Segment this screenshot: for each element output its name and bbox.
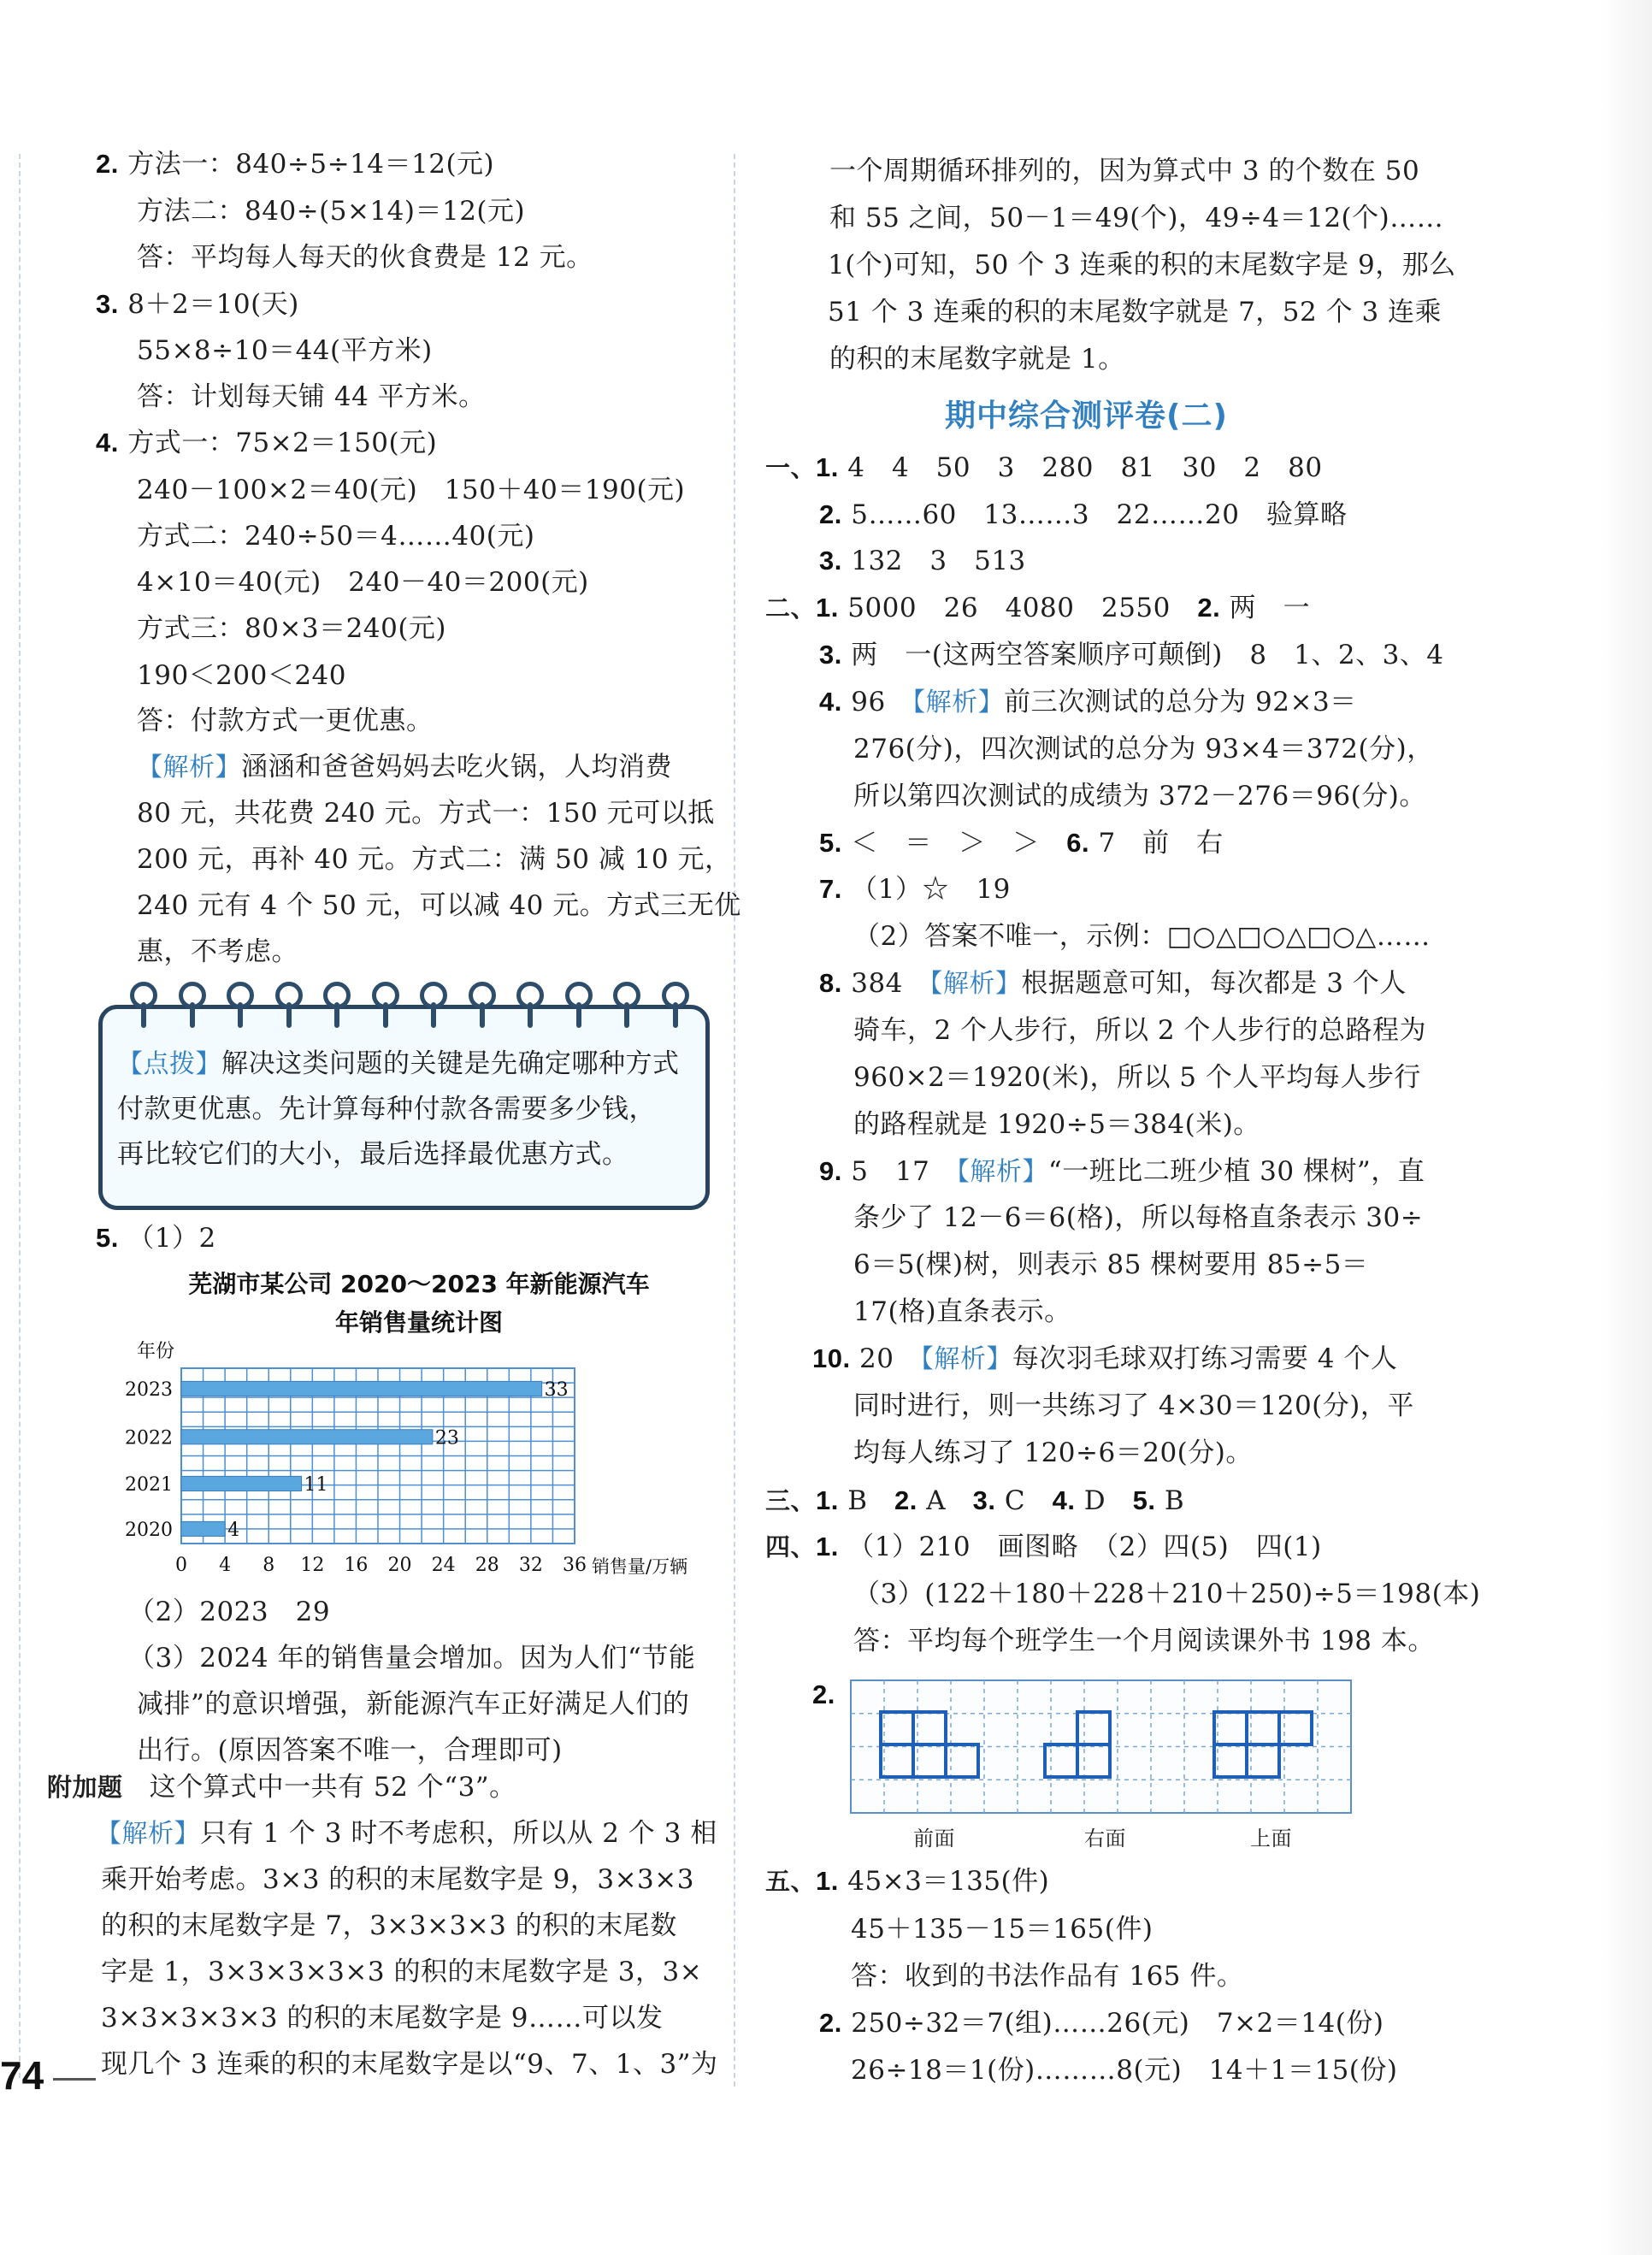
answer-text: （1）☆ 19 [851,874,1011,905]
answer-line [765,451,1323,485]
answer-text: 17(格)直条表示。 [853,1296,1071,1327]
answer-line [819,872,1011,906]
answer-line [853,1107,1260,1142]
tip-line-3: 再比较它们的大小，最后选择最优惠方式。 [117,1139,629,1170]
left-line [137,240,593,274]
answer-line [765,1530,1322,1564]
line-text: 只有 1 个 3 时不考虑积，所以从 2 个 3 相 [200,1818,717,1849]
answer-text: 20 [858,1343,921,1374]
bonus-analysis-line [101,2047,718,2081]
bar-2021 [181,1476,302,1491]
line-text: 字是 1，3×3×3×3×3 的积的末尾数字是 3，3× [101,1957,703,1987]
x-tick-label: 16 [344,1555,369,1576]
category-label: 2022 [125,1427,173,1449]
line-text: 方式三：80×3＝240(元) [137,613,447,644]
line-text: 方法一：840÷5÷14＝12(元) [127,149,495,180]
answer-text: 所以第四次测试的成绩为 372－276＝96(分)。 [853,781,1426,812]
answer-text: “一班比二班少植 30 棵树”，直 [1047,1156,1425,1187]
x-axis-label: 销售量/万辆 [592,1556,688,1577]
binder-ring-stem [286,1002,292,1028]
line-text: 答：付款方式一更优惠。 [137,705,434,736]
answer-text: 5……60 13……3 22……20 验算略 [851,499,1348,530]
question-number: 2. [894,1485,917,1515]
x-tick-label: 28 [475,1555,499,1576]
answer-text: 6＝5(棵)树，则表示 85 棵树要用 85÷5＝ [853,1249,1369,1280]
question-number: 8. [819,968,842,998]
left-line [137,750,672,785]
answer-line [819,498,1347,532]
question-number: 4. [1052,1485,1076,1515]
continuation-line: 51 个 3 连乘的积的末尾数字就是 7，52 个 3 连乘 [828,297,1443,328]
binder-ring-stem [334,1002,339,1028]
left-line [137,194,525,228]
answer-text: 根据题意可知，每次都是 3 个人 [1021,968,1407,999]
bonus-analysis-line [101,1909,677,1943]
question-number: 3. [972,1485,996,1515]
answer-text: B [1164,1485,1185,1516]
data-label: 33 [544,1378,569,1401]
question-number: 9. [819,1156,842,1186]
answer-text: B [847,1485,895,1516]
y-axis-label: 年份 [137,1341,175,1362]
bar-2023 [181,1381,542,1396]
q5-part1: （1）2 [127,1223,216,1254]
category-label: 2021 [125,1473,173,1496]
line-text: 8＋2＝10(天) [127,289,299,320]
answer-line [851,2053,1398,2087]
answer-line [853,1201,1423,1235]
answer-text: 每次羽毛球双打练习需要 4 个人 [1012,1343,1398,1374]
line-text: 惠，不考虑。 [137,936,298,967]
answer-line [853,779,1426,813]
question-number: 2. [1197,593,1221,623]
answer-line [812,1342,1397,1377]
answer-line [853,1060,1421,1095]
question-number: 1. [816,1866,839,1896]
tip-line-2: 付款更优惠。先计算每种付款各需要多少钱， [117,1094,656,1125]
line-text: 80 元，共花费 240 元。方式一：150 元可以抵 [137,798,715,829]
continuation-line: 的积的末尾数字就是 1。 [829,344,1125,375]
x-tick-label: 32 [518,1555,543,1576]
line-text: 方式一：75×2＝150(元) [127,428,438,458]
answer-line [765,1864,1049,1898]
answer-line [819,2006,1384,2040]
left-line [137,565,589,599]
line-text: 乘开始考虑。3×3 的积的末尾数字是 9，3×3×3 [101,1864,694,1895]
question-number: 5. [1132,1485,1156,1515]
category-label: 2023 [125,1378,173,1401]
question-number: 7. [819,874,842,904]
answer-line [851,1959,1243,1993]
left-line [96,426,437,460]
q5-answer-line: 减排”的意识增强，新能源汽车正好满足人们的 [137,1689,690,1720]
bonus-text: 这个算式中一共有 52 个“3”。 [149,1772,516,1803]
answer-line [853,1248,1368,1282]
left-line [137,658,346,693]
answer-text: 同时进行，则一共练习了 4×30＝120(分)，平 [853,1390,1414,1421]
answer-text: 条少了 12－6＝6(格)，所以每格直条表示 30÷ [853,1202,1424,1233]
question-number: 4. [96,428,119,457]
page-number: 74 [0,2053,44,2098]
category-label: 2020 [125,1519,173,1541]
answer-text: 5000 26 4080 2550 [847,593,1198,623]
question-number: 2. [819,2008,842,2038]
question-number: 1. [816,593,839,623]
q5-answer-line: 出行。(原因答案不唯一，合理即可) [137,1735,563,1766]
answer-text: 384 [851,968,930,999]
line-text: 190＜200＜240 [137,660,347,691]
answer-text: 前三次测试的总分为 92×3＝ [1004,687,1357,717]
answer-text: 26÷18＝1(份)………8(元) 14＋1＝15(份) [851,2055,1398,2086]
left-line [137,519,534,553]
left-line [137,704,434,738]
answer-line [853,919,1431,953]
answer-text: A [926,1485,973,1516]
binder-ring-stem [480,1002,485,1028]
line-text: 现几个 3 连乘的积的末尾数字是以“9、7、1、3”为 [101,2049,718,2080]
line-text: 答：计划每天铺 44 平方米。 [137,381,486,412]
bar-2020 [181,1521,225,1536]
page-edge-shade [1601,0,1652,2255]
sales-bar-chart [120,1338,735,1586]
question-number: 6. [1066,828,1090,858]
question-number: 10. [812,1343,851,1373]
data-label: 4 [227,1519,240,1541]
answer-line [853,1577,1480,1611]
answer-text: 250÷32＝7(组)……26(元) 7×2＝14(份) [851,2008,1384,2039]
data-label: 11 [304,1473,328,1496]
line-text: 方式二：240÷50＝4……40(元) [137,521,535,552]
question-number: 3. [819,546,842,576]
left-line [137,611,446,646]
section-prefix: 五、 [765,1867,817,1896]
answer-line [819,826,1224,860]
line-text: 240－100×2＝40(元) 150＋40＝190(元) [137,475,686,505]
left-line [96,287,299,322]
q4-2-number: 2. [812,1679,835,1709]
q5-answer-line: （2）2023 29 [128,1597,331,1627]
answer-text: 均每人练习了 120÷6＝20(分)。 [853,1437,1253,1468]
answer-line [853,1295,1071,1329]
answer-text: ＜ ＝ ＞ ＞ [851,828,1067,859]
left-line [96,147,494,181]
answer-line [765,1484,1184,1518]
q5-answer-line: （3）2024 年的销售量会增加。因为人们“节能 [128,1643,696,1674]
analysis-tag: 【解析】 [96,1819,200,1849]
answer-text: 两 一(这两空答案顺序可颠倒) 8 1、2、3、4 [851,640,1444,670]
chart-title: 芜湖市某公司 2020～2023 年新能源汽车 [188,1270,650,1298]
binder-ring-stem [238,1002,243,1028]
line-text: 240 元有 4 个 50 元，可以减 40 元。方式三无优 [137,890,741,921]
question-number: 1. [816,452,839,482]
question-number: 3. [96,289,119,319]
left-line [137,380,486,414]
analysis-tag: 【解析】 [137,753,241,782]
analysis-tag: 【解析】 [929,969,1022,999]
answer-line [819,638,1444,672]
bonus-analysis-line [101,2001,663,2035]
binder-ring-stem [576,1002,581,1028]
view-label: 右面 [1084,1827,1126,1851]
answer-text: 5 17 [851,1156,957,1187]
answer-line [851,1912,1153,1946]
answer-text: 两 一 [1229,593,1311,623]
binder-ring-stem [431,1002,436,1028]
left-line [137,888,741,923]
section-title: 期中综合测评卷(二) [945,398,1228,434]
bonus-analysis-line [96,1816,717,1851]
question-number: 1. [816,1485,839,1515]
data-label: 23 [434,1427,459,1449]
x-tick-label: 8 [263,1555,275,1576]
answer-text: 4 4 50 3 280 81 30 2 80 [847,452,1323,483]
answer-line [853,1013,1426,1048]
left-line [137,473,685,507]
binder-ring-stem [673,1002,678,1028]
bonus-label: 附加题 [47,1773,123,1802]
answer-line [819,544,1026,578]
answer-line [853,1624,1435,1658]
answer-text: 答：收到的书法作品有 165 件。 [851,1961,1244,1992]
q5-line [96,1221,216,1255]
answer-line [853,1436,1253,1470]
question-number: 1. [816,1532,839,1561]
question-number: 2. [96,149,119,179]
binder-ring-stem [141,1002,146,1028]
x-tick-label: 0 [175,1555,187,1576]
x-tick-label: 20 [387,1555,412,1576]
bar-2022 [181,1430,433,1444]
answer-text: 960×2＝1920(米)，所以 5 个人平均每人步行 [853,1062,1421,1093]
question-number: 3. [819,640,842,670]
center-divider [734,154,735,2087]
bonus-analysis-line [101,1955,702,1989]
binder-ring-stem [528,1002,533,1028]
answer-text: 45＋135－15＝165(件) [851,1914,1153,1945]
bonus-analysis-line [101,1862,694,1897]
tip-line-1: 【点拨】解决这类问题的关键是先确定哪种方式 [117,1048,680,1079]
answer-text: 132 3 513 [851,546,1026,576]
answer-text: 骑车，2 个人步行，所以 2 个人步行的总路程为 [853,1015,1427,1046]
answer-text: 276(分)，四次测试的总分为 93×4＝372(分)， [853,734,1434,764]
left-line [137,935,298,969]
line-text: 答：平均每人每天的伙食费是 12 元。 [137,242,593,273]
left-line [137,842,732,877]
left-margin-rule [19,154,21,2078]
answer-text: 96 [851,687,913,717]
left-line [137,334,433,368]
x-tick-label: 36 [563,1555,587,1576]
answer-text: D [1083,1485,1133,1516]
section-prefix: 四、 [765,1532,817,1561]
answer-line [819,1154,1425,1189]
answer-text: （1）210 画图略 （2）四(5) 四(1) [847,1532,1322,1562]
answer-text: 7 前 右 [1098,828,1224,859]
answer-text: （2）答案不唯一，示例：□○△□○△□○△…… [853,921,1431,952]
page-number-rule [53,2078,96,2081]
tip-tag: 【点拨】 [117,1049,221,1079]
bonus-line [47,1770,516,1804]
answer-line [765,591,1310,625]
binder-ring-stem [624,1002,629,1028]
left-line [137,796,715,830]
x-tick-label: 4 [219,1555,232,1576]
section-prefix: 一、 [765,453,817,482]
section-prefix: 三、 [765,1486,817,1515]
continuation-line: 1(个)可知，50 个 3 连乘的积的末尾数字是 9，那么 [828,250,1456,280]
q5-number: 5. [96,1223,119,1253]
line-text: 200 元，再补 40 元。方式二：满 50 减 10 元， [137,844,732,875]
answer-text: 答：平均每个班学生一个月阅读课外书 198 本。 [853,1626,1435,1656]
view-label: 上面 [1250,1827,1292,1851]
x-tick-label: 24 [431,1555,456,1576]
question-number: 5. [819,828,842,858]
line-text: 3×3×3×3×3 的积的末尾数字是 9……可以发 [101,2003,664,2034]
analysis-tag: 【解析】 [912,688,1005,717]
continuation-line: 一个周期循环排列的，因为算式中 3 的个数在 50 [829,156,1420,186]
chart-title-line2: 年销售量统计图 [334,1308,503,1337]
answer-line [853,732,1434,766]
answer-line [819,685,1357,720]
answer-line [819,966,1407,1001]
line-text: 的积的末尾数字是 7，3×3×3×3 的积的末尾数 [101,1910,677,1941]
line-text: 55×8÷10＝44(平方米) [137,335,433,366]
line-text: 方法二：840÷(5×14)＝12(元) [137,196,526,227]
analysis-tag: 【解析】 [920,1344,1012,1374]
question-number: 4. [819,687,842,717]
section-prefix: 二、 [765,593,817,623]
binder-ring-stem [383,1002,388,1028]
question-number: 2. [819,499,842,529]
line-text: 4×10＝40(元) 240－40＝200(元) [137,567,589,598]
x-tick-label: 12 [300,1555,325,1576]
continuation-line: 和 55 之间，50－1＝49(个)，49÷4＝12(个)…… [829,203,1444,233]
analysis-tag: 【解析】 [956,1157,1048,1187]
answer-line [853,1389,1414,1423]
answer-text: 45×3＝135(件) [847,1866,1050,1897]
answer-text: C [1004,1485,1053,1516]
binder-ring-stem [190,1002,195,1028]
view-label: 前面 [913,1827,955,1851]
answer-text: 的路程就是 1920÷5＝384(米)。 [853,1109,1260,1140]
answer-text: （3）(122＋180＋228＋210＋250)÷5＝198(本) [853,1579,1481,1609]
line-text: 涵涵和爸爸妈妈去吃火锅，人均消费 [241,752,672,782]
